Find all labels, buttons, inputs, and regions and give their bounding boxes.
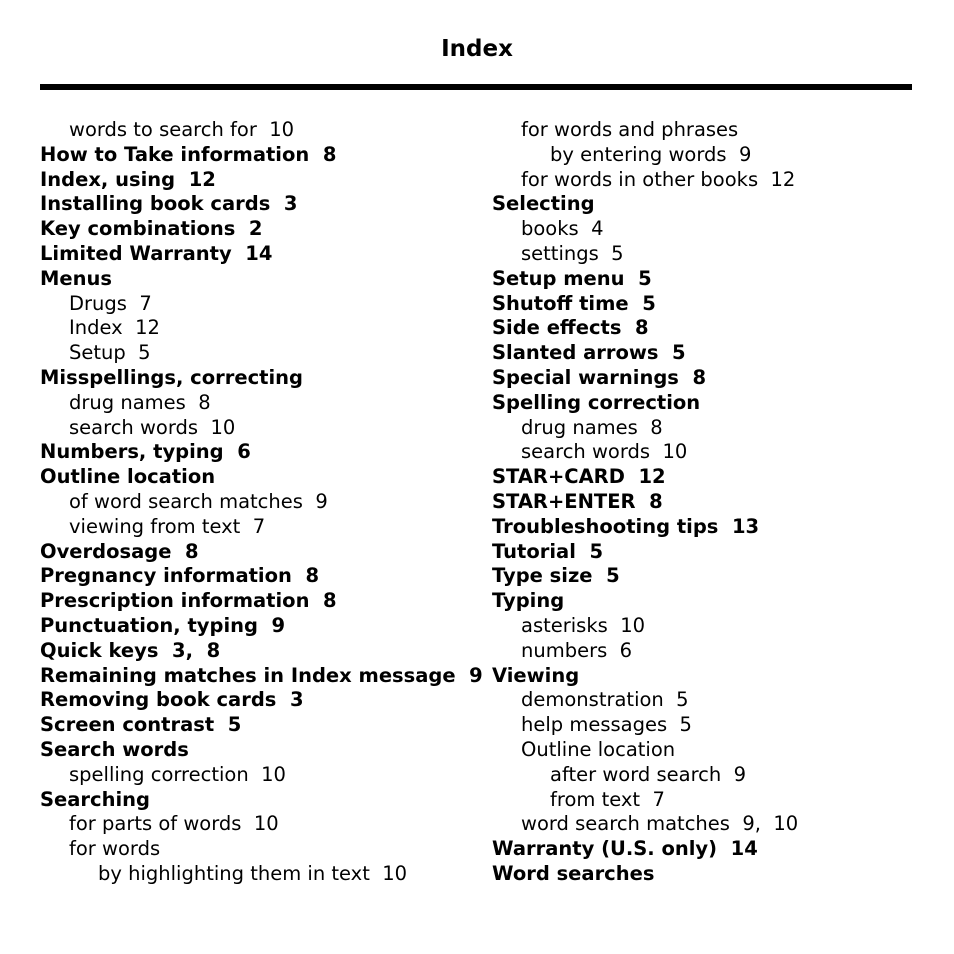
index-entry: Punctuation, typing 9 — [40, 613, 286, 637]
index-column-left — [40, 118, 483, 887]
index-subentry: by entering words 9 — [550, 142, 752, 166]
index-subentry: for words and phrases — [521, 118, 739, 141]
index-entry: Shutoff time 5 — [492, 291, 656, 315]
index-entry: Numbers, typing 6 — [40, 440, 251, 464]
index-subentry: Setup 5 — [69, 341, 151, 365]
index-entry: Tutorial 5 — [492, 539, 604, 563]
index-entry: Removing book cards 3 — [40, 688, 304, 712]
index-entry: Troubleshooting tips 13 — [492, 514, 760, 538]
index-entry: Screen contrast 5 — [40, 713, 242, 737]
index-subentry: settings 5 — [521, 241, 624, 265]
index-entry: Pregnancy information 8 — [40, 564, 320, 588]
index-entry: Menus — [40, 266, 113, 290]
index-subentry: from text 7 — [550, 787, 665, 811]
index-subentry: numbers 6 — [521, 638, 633, 662]
index-subentry: drug names 8 — [69, 390, 211, 414]
index-entry: Spelling correction — [492, 390, 701, 414]
index-entry: Index, using 12 — [40, 167, 216, 191]
index-column-right — [492, 118, 912, 887]
index-subentry: for parts of words 10 — [69, 812, 279, 836]
index-entry: Key combinations 2 — [40, 217, 263, 241]
title-rule — [40, 84, 912, 90]
index-subentry: Outline location — [521, 737, 676, 761]
index-entry: How to Take information 8 — [40, 142, 337, 166]
index-entry: Overdosage 8 — [40, 539, 199, 563]
index-subentry: for words — [69, 837, 161, 861]
index-entry: Special warnings 8 — [492, 365, 707, 389]
index-subentry: help messages 5 — [521, 713, 692, 737]
index-entry: STAR+CARD 12 — [492, 465, 666, 489]
index-entry: Viewing — [492, 663, 580, 687]
index-subentry: Index 12 — [69, 316, 160, 340]
index-subentry: word search matches 9, 10 — [521, 812, 799, 836]
index-entry: Prescription information 8 — [40, 589, 337, 613]
index-subentry: demonstration 5 — [521, 688, 689, 712]
index-subentry: Drugs 7 — [69, 291, 152, 315]
index-entry: Search words — [40, 737, 189, 761]
index-entry: Remaining matches in Index message 9 — [40, 663, 483, 687]
index-subentry: drug names 8 — [521, 415, 663, 439]
page-title: Index — [441, 36, 513, 62]
index-entry: Type size 5 — [492, 564, 620, 588]
index-entry: Slanted arrows 5 — [492, 341, 686, 365]
index-entry: Typing — [492, 589, 565, 613]
index-entry: Searching — [40, 787, 151, 811]
index-subentry: after word search 9 — [550, 762, 747, 786]
index-entry: Selecting — [492, 192, 595, 216]
index-subentry: by highlighting them in text 10 — [98, 861, 408, 885]
index-subentry: asterisks 10 — [521, 613, 646, 637]
index-subentry: viewing from text 7 — [69, 514, 266, 538]
index-subentry: search words 10 — [521, 440, 688, 464]
index-subentry: search words 10 — [69, 415, 236, 439]
index-entry: Warranty (U.S. only) 14 — [492, 837, 758, 861]
index-subentry: of word search matches 9 — [69, 489, 328, 513]
index-subentry: books 4 — [521, 217, 604, 241]
index-entry: Word searches — [492, 861, 655, 885]
index-entry: STAR+ENTER 8 — [492, 489, 663, 513]
index-entry: Side effects 8 — [492, 316, 649, 340]
index-entry: Limited Warranty 14 — [40, 241, 273, 265]
index-entry: Installing book cards 3 — [40, 192, 298, 216]
index-entry: Setup menu 5 — [492, 266, 652, 290]
index-entry: Outline location — [40, 465, 216, 489]
index-entry: Quick keys 3, 8 — [40, 638, 221, 662]
index-subentry: for words in other books 12 — [521, 167, 796, 191]
index-entry: Misspellings, correcting — [40, 365, 304, 389]
index-subentry: words to search for 10 — [69, 118, 295, 141]
index-subentry: spelling correction 10 — [69, 762, 286, 786]
